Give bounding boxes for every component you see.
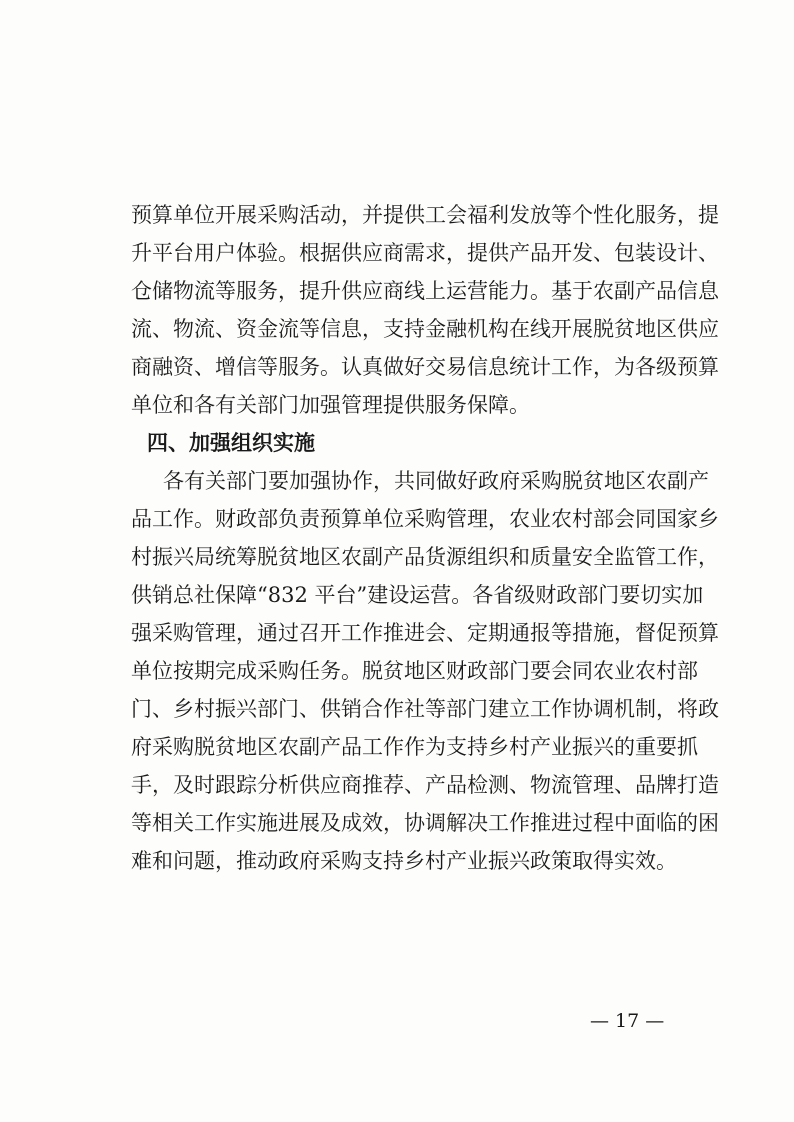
paragraph-2: [131, 462, 719, 880]
text-line: 门、乡村振兴部门、供销合作社等部门建立工作协调机制，将政: [131, 697, 719, 721]
text-line: 府采购脱贫地区农副产品工作作为支持乡村产业振兴的重要抓: [131, 735, 698, 759]
text-line: 单位按期完成采购任务。脱贫地区财政部门要会同农业农村部: [131, 659, 698, 683]
text-line: 供销总社保障“832 平台”建设运营。各省级财政部门要切实加: [131, 583, 704, 607]
text-line: 单位和各有关部门加强管理提供服务保障。: [131, 393, 530, 417]
text-line: 品工作。财政部负责预算单位采购管理，农业农村部会同国家乡: [131, 507, 719, 531]
text-line: 各有关部门要加强协作，共同做好政府采购脱贫地区农副产: [163, 469, 709, 493]
paragraph-1: [131, 196, 719, 424]
text-line: 商融资、增信等服务。认真做好交易信息统计工作，为各级预算: [131, 355, 719, 379]
text-line: 难和问题，推动政府采购支持乡村产业振兴政策取得实效。: [131, 849, 677, 873]
text-line: 强采购管理，通过召开工作推进会、定期通报等措施，督促预算: [131, 621, 719, 645]
text-line: 仓储物流等服务，提升供应商线上运营能力。基于农副产品信息: [131, 279, 719, 303]
text-line: 等相关工作实施进展及成效，协调解决工作推进过程中面临的困: [131, 811, 719, 835]
page-number: — 17 —: [590, 1010, 665, 1032]
text-line: 手，及时跟踪分析供应商推荐、产品检测、物流管理、品牌打造: [131, 773, 719, 797]
body-text: [131, 196, 719, 880]
text-line: 升平台用户体验。根据供应商需求，提供产品开发、包装设计、: [131, 241, 719, 265]
text-line: 预算单位开展采购活动，并提供工会福利发放等个性化服务，提: [131, 203, 719, 227]
section-heading: 四、加强组织实施: [147, 431, 315, 455]
text-line: 村振兴局统筹脱贫地区农副产品货源组织和质量安全监管工作，: [131, 545, 719, 569]
text-line: 流、物流、资金流等信息，支持金融机构在线开展脱贫地区供应: [131, 317, 719, 341]
